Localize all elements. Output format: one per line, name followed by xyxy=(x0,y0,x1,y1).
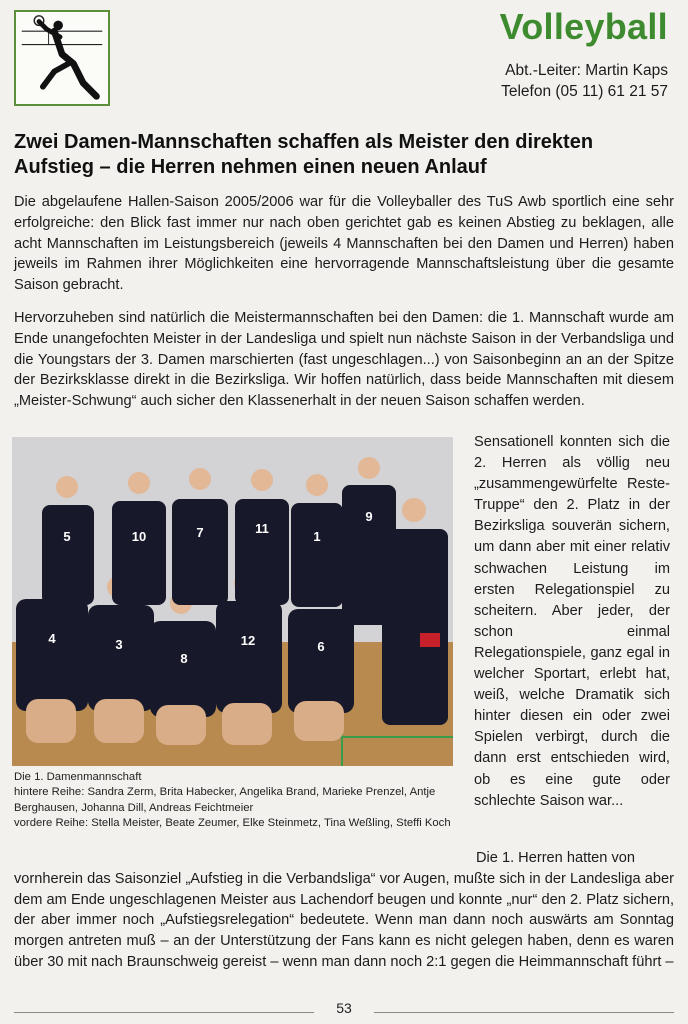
team-photo-illustration xyxy=(12,437,453,766)
department-contact xyxy=(501,60,668,102)
front-row-jersey-number: 12 xyxy=(240,633,256,648)
front-row-jersey-number: 8 xyxy=(180,651,188,666)
back-row-jersey-number: 10 xyxy=(131,529,147,544)
article-headline: Zwei Damen-Mannschaften schaffen als Meister den direkten Aufstieg – die Herren nehmen einen neuen Anlauf xyxy=(14,131,594,178)
article-side-column: Sensationell konnten sich die 2. Herren als völlig neu „zusammengewürfelte Reste-Truppe“ den 2. Platz in der Bezirksliga souverän sichern, um dann aber mit einer relativ schwachen Leistung im ersten Relegationspiel zu scheitern. Aber jeder, der schon einmal Relegationspiele, ganz egal in welcher Sportart, erlebt hat, weiß, welche Dramatik sich hinter diesen ein oder zwei Spielen verbirgt, durch die dann erst entschieden wird, ob es eine gute oder schlechte Saison war... xyxy=(474,434,670,809)
back-row-jersey-number: 9 xyxy=(365,509,373,524)
sport-title: Volleyball xyxy=(499,6,668,47)
department-leader: Abt.-Leiter: Martin Kaps xyxy=(505,62,668,79)
volleyball-player-icon xyxy=(16,12,108,104)
back-row-jersey-number: 11 xyxy=(255,521,269,536)
photo-caption xyxy=(14,770,454,831)
caption-back-row: hintere Reihe: Sandra Zerm, Brita Habecker, Angelika Brand, Marieke Prenzel, Antje Berghausen, Johanna Dill, Andreas Feichtmeier xyxy=(14,786,436,814)
back-row-jersey-number: 7 xyxy=(196,525,204,540)
front-row-jersey-number: 6 xyxy=(317,639,325,654)
page-number: 53 xyxy=(336,1000,352,1016)
back-row-jersey-number: 1 xyxy=(313,529,321,544)
front-row-jersey-number: 4 xyxy=(48,631,56,646)
caption-title: Die 1. Damenmannschaft xyxy=(14,771,142,783)
department-phone: Telefon (05 11) 61 21 57 xyxy=(501,83,668,100)
article-paragraph-3-body: vornherein das Saisonziel „Aufstieg in die Verbandsliga“ vor Augen, mußte sich in der Landesliga aber dem am Ende ungeschlagenen Meister aus Lachendorf beugen und konnte „nur“ den 2. Platz sichern, der aber immer noch „Aufstiegsrelegation“ bedeutete. Wenn man dann noch auswärts am Sonntag morgen antreten muß – an der Unterstützung der Fans kann es nicht gelegen haben, denn es waren über 30 mit nach Braunschweig gereist – wenn man dann noch 2:1 gegen die Heimmannschaft führt – xyxy=(14,870,674,970)
caption-front-row: vordere Reihe: Stella Meister, Beate Zeumer, Elke Steinmetz, Tina Weßling, Steffi Koch xyxy=(14,816,451,829)
back-row-jersey-number: 5 xyxy=(63,529,71,544)
article-paragraph-2: Hervorzuheben sind natürlich die Meistermannschaften bei den Damen: die 1. Mannschaft wurde am Ende unangefochten Meister in der Landesliga und spielt nun nächste Saison in der Verbandsliga und die Youngstars der 3. Damen marschierten (fast ungeschlagen...) von Saisonbeginn an an der Spitze der Bezirksklasse direkt in die Bezirksliga. Wir hoffen natürlich, dass beide Mannschaften mit diesem „Meister-Schwung“ auch sicher den Klassenerhalt in der neuen Saison schaffen werden. xyxy=(14,310,674,410)
department-logo xyxy=(14,10,110,106)
front-row-jersey-number: 3 xyxy=(115,637,123,652)
article-paragraph-3-lead: Die 1. Herren hatten von xyxy=(476,850,635,866)
team-photo xyxy=(12,437,453,766)
article-paragraph-3 xyxy=(14,848,674,973)
article-paragraph-1: Die abgelaufene Hallen-Saison 2005/2006 war für die Volleyballer des TuS Awb sportlich eine sehr erfolgreiche: den Blick fast immer nur nach oben gerichtet gab es keinen Abstieg zu beklagen, alle acht Mannschaften im Leistungsbereich (jeweils 4 Mannschaften bei den Damen und Herren) haben jeweils im Rahmen ihrer Möglichkeiten eine hervorragende Mannschaftsleistung über die gesamte Saison gebracht. xyxy=(14,194,674,294)
